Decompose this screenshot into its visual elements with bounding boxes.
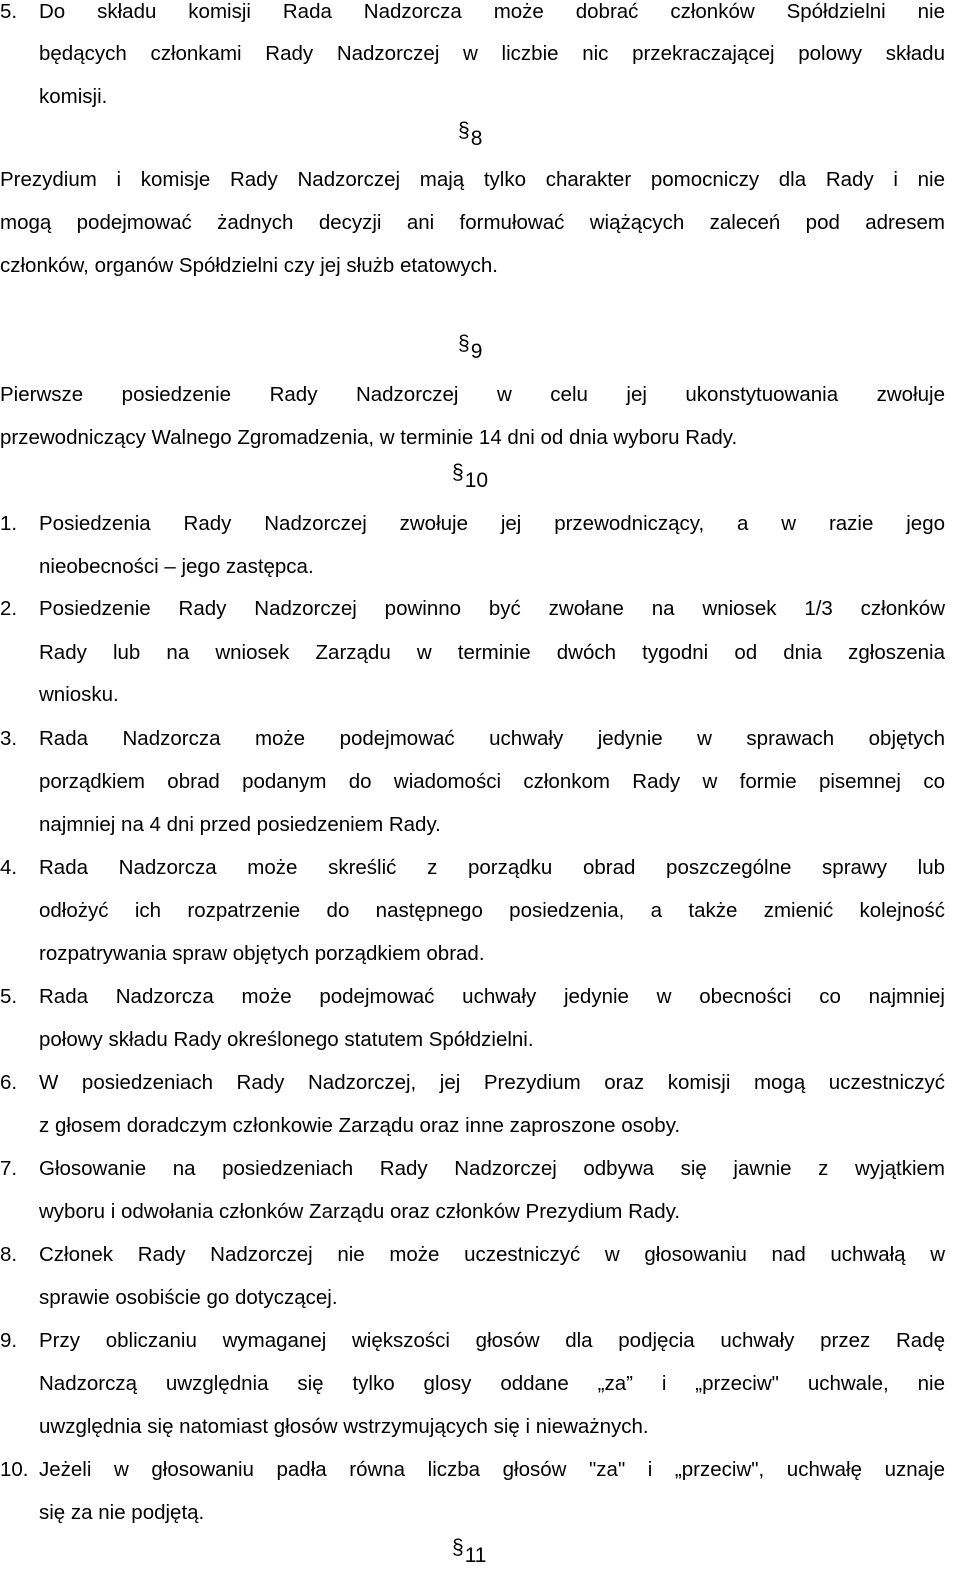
section-sign-icon: § xyxy=(452,461,464,484)
list-item-text: Rada Nadzorcza może podejmować uchwały jedynie w sprawach objętych xyxy=(39,727,945,750)
list-item-text: Głosowanie na posiedzeniach Rady Nadzorczej odbywa się jawnie z wyjątkiem xyxy=(39,1157,945,1180)
list-item-text: uwzględnia się natomiast głosów wstrzymujących się i nieważnych. xyxy=(39,1415,649,1438)
list-item-text: Rady lub na wniosek Zarządu w terminie dwóch tygodni od dnia zgłoszenia xyxy=(39,641,945,664)
paragraph-line: członków, organów Spółdzielni czy jej służb etatowych. xyxy=(0,254,498,277)
section-heading xyxy=(458,119,483,152)
list-item-text: rozpatrywania spraw objętych porządkiem obrad. xyxy=(39,942,485,965)
list-item-text: połowy składu Rady określonego statutem Spółdzielni. xyxy=(39,1028,534,1051)
list-item-text: się za nie podjętą. xyxy=(39,1501,205,1524)
list-item-number: 2. xyxy=(0,597,18,620)
section-number: 8 xyxy=(470,127,483,150)
list-item-text: Rada Nadzorcza może skreślić z porządku obrad poszczególne sprawy lub xyxy=(39,856,945,879)
list-item-number: 4. xyxy=(0,856,18,879)
section-sign-icon: § xyxy=(458,119,470,142)
list-item-text: nieobecności – jego zastępca. xyxy=(39,555,314,578)
paragraph-line: Prezydium i komisje Rady Nadzorczej mają tylko charakter pomocniczy dla Rady i nie xyxy=(0,168,945,191)
paragraph-line: przewodniczący Walnego Zgromadzenia, w terminie 14 dni od dnia wyboru Rady. xyxy=(0,426,738,449)
list-item-text: Przy obliczaniu wymaganej większości głosów dla podjęcia uchwały przez Radę xyxy=(39,1329,945,1352)
paragraph-line: Pierwsze posiedzenie Rady Nadzorczej w celu jej ukonstytuowania zwołuje xyxy=(0,383,945,406)
list-item-text: wniosku. xyxy=(39,683,119,706)
list-item-text: W posiedzeniach Rady Nadzorczej, jej Prezydium oraz komisji mogą uczestniczyć xyxy=(39,1071,945,1094)
list-item-number: 6. xyxy=(0,1071,18,1094)
list-item-text: Posiedzenie Rady Nadzorczej powinno być zwołane na wniosek 1/3 członków xyxy=(39,597,945,620)
section-number: 9 xyxy=(470,340,483,363)
section-number: 10 xyxy=(464,469,489,492)
list-item-text: Rada Nadzorcza może podejmować uchwały jedynie w obecności co najmniej xyxy=(39,985,945,1008)
list-item-number: 3. xyxy=(0,727,18,750)
list-item-text: Jeżeli w głosowaniu padła równa liczba głosów "za" i „przeciw", uchwałę uznaje xyxy=(39,1458,945,1481)
list-item-text: z głosem doradczym członkowie Zarządu oraz inne zaproszone osoby. xyxy=(39,1114,681,1137)
list-item-number: 9. xyxy=(0,1329,18,1352)
list-item-text: Nadzorczą uwzględnia się tylko glosy oddane „za” i „przeciw" uchwale, nie xyxy=(39,1372,945,1395)
list-item-number: 5. xyxy=(0,985,18,1008)
list-item-text: najmniej na 4 dni przed posiedzeniem Rady. xyxy=(39,813,441,836)
list-item-text: będących członkami Rady Nadzorczej w liczbie nic przekraczającej polowy składu xyxy=(39,42,945,65)
paragraph-line: mogą podejmować żadnych decyzji ani formułować wiążących zaleceń pod adresem xyxy=(0,211,945,234)
section-heading xyxy=(452,1536,487,1569)
list-item-text: wyboru i odwołania członków Zarządu oraz członków Prezydium Rady. xyxy=(39,1200,681,1223)
list-item-number: 5. xyxy=(0,0,18,23)
list-item-text: Posiedzenia Rady Nadzorczej zwołuje jej przewodniczący, a w razie jego xyxy=(39,512,945,535)
section-sign-icon: § xyxy=(452,1536,464,1559)
section-number: 11 xyxy=(464,1544,487,1567)
list-item-text: porządkiem obrad podanym do wiadomości członkom Rady w formie pisemnej co xyxy=(39,770,945,793)
list-item-number: 7. xyxy=(0,1157,18,1180)
list-item-text: odłożyć ich rozpatrzenie do następnego posiedzenia, a także zmienić kolejność xyxy=(39,899,945,922)
section-sign-icon: § xyxy=(458,332,470,355)
section-heading xyxy=(458,332,483,365)
list-item-text: Do składu komisji Rada Nadzorcza może dobrać członków Spółdzielni nie xyxy=(39,0,945,23)
list-item-number: 10. xyxy=(0,1458,29,1481)
list-item-number: 8. xyxy=(0,1243,18,1266)
list-item-text: Członek Rady Nadzorczej nie może uczestniczyć w głosowaniu nad uchwałą w xyxy=(39,1243,945,1266)
list-item-text: sprawie osobiście go dotyczącej. xyxy=(39,1286,338,1309)
list-item-number: 1. xyxy=(0,512,18,535)
list-item-text: komisji. xyxy=(39,85,108,108)
section-heading xyxy=(452,461,489,494)
